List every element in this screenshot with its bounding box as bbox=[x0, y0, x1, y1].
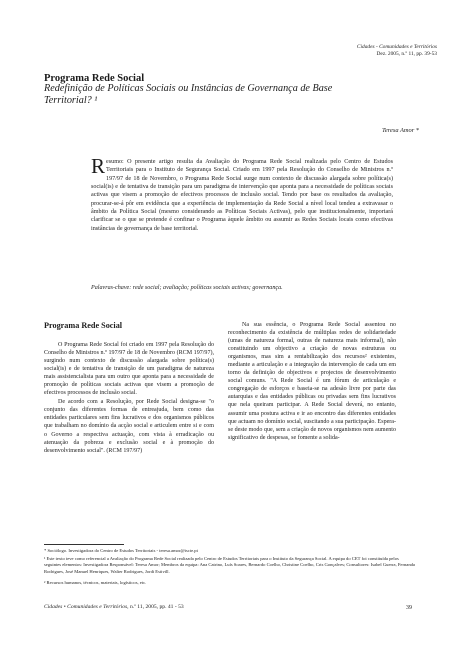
footer-issue: n.º 11, 2005, pp. 41 - 53 bbox=[128, 604, 184, 610]
article-author: Teresa Amor * bbox=[381, 127, 419, 134]
journal-header bbox=[357, 44, 437, 58]
footnote-2: ² Recursos humanos, técnicos, materiais, logísticos, etc. bbox=[44, 580, 147, 585]
footer-journal: Cidades • Comunidades e Territórios, bbox=[44, 604, 129, 610]
journal-name: Cidades - Comunidades e Territórios bbox=[356, 44, 437, 50]
footnote-1: ¹ Este texto teve como referencial a Avaliação do Programa Rede Social realizada pelo Centro de Estudos Territoriais para o Instituto da Segurança Social. A equipa do CET foi constituída pelos seguintes elementos: Investigadora Responsável: Teresa Amor; Membros da equipa: Ana Catrino, Luís Soares, Bernardo Coelho, Christine Coelho, Cris Gonçalves; Consultores: Isabel Guerra, Fernanda Rodrigues, José Manuel Henriques, Walter Rodrigues, Jordi Estivill. bbox=[44, 556, 415, 574]
right-column bbox=[228, 321, 396, 442]
paragraph: De acordo com a Resolução, por Rede Social designa-se "o conjunto das diferentes formas de entreajuda, bem como das entidades particulares sem fins lucrativos e dos organismos públicos que trabalham no domínio da acção social e articulem entre si e com o Governo a respectiva actuação, com vista à erradicação ou atenuação da pobreza e exclusão social e à promoção do desenvolvimento social". (RCM 197/97) bbox=[44, 399, 214, 454]
page-number: 39 bbox=[405, 604, 412, 611]
paragraph: Na sua essência, o Programa Rede Social assentou no reconhecimento da existência de múltiplas redes de solidariedade (umas de natureza formal, outras de natureza mais informal), não constituindo um objectivo a criação de novas estruturas ou organismos, mas sim a rentabilização dos recursos² existentes, mediante a articulação e a integração da intervenção de cada um em torno da definição de objectivos e projectos de desenvolvimento social comuns. "A Rede Social é um fórum de articulação e congregação de esforços e baseia-se na adesão livre por parte das autarquias e das entidades públicas ou privadas sem fins lucrativos que nela queiram participar. A Rede Social deverá, no entanto, assumir uma postura activa e ir ao encontro das diferentes entidades que actuam no domínio social, suscitando a sua participação. Espera-se deste modo que, sem a criação de novos organismos nem aumento significativo de despesas, se fomente a solida- bbox=[228, 322, 396, 441]
journal-issue: Dez. 2005, n.º 11, pp. 39-53 bbox=[376, 51, 437, 57]
paragraph: O Programa Rede Social foi criado em 1997 pela Resolução do Conselho de Ministros n.º 197/97 de 18 de Novembro (RCM 197/97), surgindo num contexto de discussão alargada sobre política(s) social(is) e de tentativa de transição de um paradigma de natureza mais assistencialista para um outro que aponta para a necessidade de promoção de políticas sociais activas que visem a promoção de efectivos processos de inclusão social. bbox=[44, 342, 214, 397]
footnote-author: * Sociólogo. Investigadora do Centro de Estudos Territoriais - teresa.amor@iscte.pt bbox=[44, 548, 198, 553]
keywords: Palavras-chave: rede social; avaliação; políticas sociais activas; governança. bbox=[91, 285, 283, 291]
left-column bbox=[44, 341, 214, 455]
footnote-divider bbox=[44, 544, 124, 545]
abstract-dropcap: R bbox=[91, 154, 106, 178]
article-subtitle: Redefinição de Políticas Sociais ou Instâncias de Governança de Base Territorial? ¹ bbox=[44, 83, 333, 106]
article-title: Programa Rede Social bbox=[44, 73, 145, 84]
abstract bbox=[91, 154, 393, 233]
page-footer bbox=[44, 604, 184, 610]
abstract-text: esumo: O presente artigo resulta da Avaliação do Programa Rede Social realizada pelo Centro de Estudos Territoriais para o Instituto de Segurança Social. Criado em 1997 pela Resolução do Conselho de Ministros n.º 197/97 de 18 de Novembro, o Programa Rede Social surge num contexto de discussão alargada sobre política(s) social(is) e de tentativa de transição para um paradigma de intervenção que aponta para a necessidade de políticas sociais activas que visem a promoção de efectivos processos de inclusão social. Tendo por base os resultados da avaliação, procurar-se-á pôr em evidência que a experiência de implementação da Rede Social a nível local tendeu a extravasar o âmbito da Política Social (mesmo considerando as Políticas Sociais Activas), pelo que institucionalmente, importará clarificar se o que se pretende é confinar o Programa àquele âmbito ou assumir as Redes Sociais locais como efectivas instâncias de governança de base territorial. bbox=[91, 159, 393, 232]
section-title: Programa Rede Social bbox=[44, 321, 123, 330]
